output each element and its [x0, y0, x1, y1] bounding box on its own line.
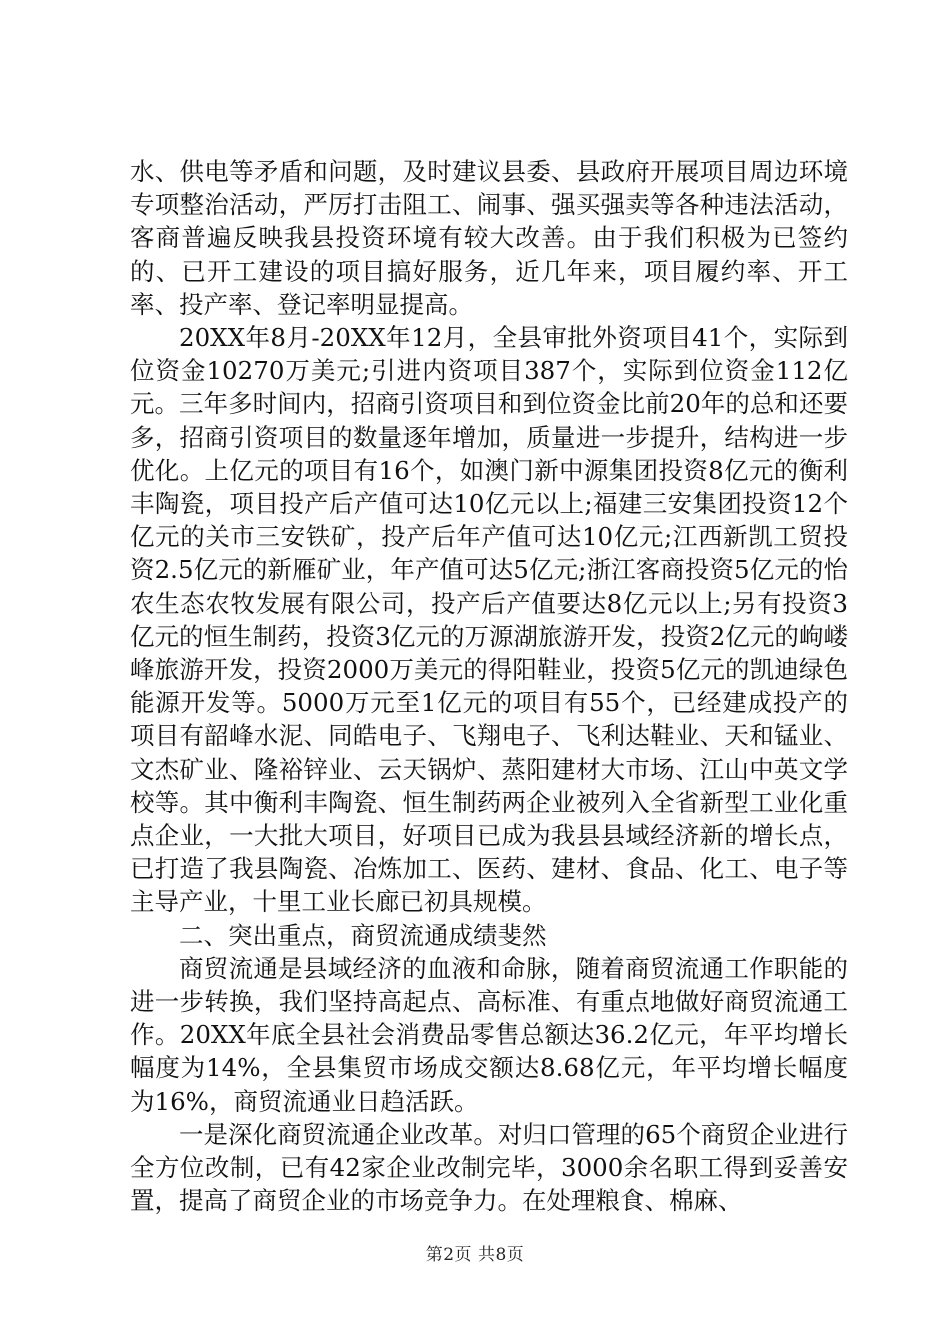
paragraph-enterprise-reform: 一是深化商贸流通企业改革。对归口管理的65个商贸企业进行全方位改制，已有42家企业改制完毕，3000余名职工得到妥善安置，提高了商贸企业的市场竞争力。在处理粮食、棉麻、 — [130, 1119, 848, 1216]
page-footer — [0, 1240, 950, 1265]
paragraph-investment-stats: 20XX年8月-20XX年12月，全县审批外资项目41个，实际到位资金10270万美元;引进内资项目387个，实际到位资金112亿元。三年多时间内，招商引资项目和到位资金比前20年的总和还要多，招商引资项目的数量逐年增加，质量进一步提升，结构进一步优化。上亿元的项目有16个，如澳门新中源集团投资8亿元的衡利丰陶瓷，项目投产后产值可达10亿元以上;福建三安集团投资12个亿元的关市三安铁矿，投产后年产值可达10亿元;江西新凯工贸投资2.5亿元的新雁矿业，年产值可达5亿元;浙江客商投资5亿元的怡农生态农牧发展有限公司，投产后产值要达8亿元以上;另有投资3亿元的恒生制药，投资3亿元的万源湖旅游开发，投资2亿元的岣嵝峰旅游开发，投资2000万美元的得阳鞋业，投资5亿元的凯迪绿色能源开发等。5000万元至1亿元的项目有55个，已经建成投产的项目有韶峰水泥、同皓电子、飞翔电子、飞利达鞋业、天和锰业、文杰矿业、隆裕锌业、云天锅炉、蒸阳建材大市场、江山中英文学校等。其中衡利丰陶瓷、恒生制药两企业被列入全省新型工业化重点企业，一大批大项目，好项目已成为我县县域经济新的增长点，已打造了我县陶瓷、冶炼加工、医药、建材、食品、化工、电子等主导产业，十里工业长廊已初具规模。 — [130, 323, 848, 917]
page-indicator: 第2页 共8页 — [425, 1245, 525, 1265]
paragraph-continuation: 水、供电等矛盾和问题，及时建议县委、县政府开展项目周边环境专项整治活动，严厉打击阻工、闹事、强买强卖等各种违法活动，客商普遍反映我县投资环境有较大改善。由于我们积极为已签约的、已开工建设的项目搞好服务，近几年来，项目履约率、开工率、投产率、登记率明显提高。 — [130, 157, 848, 319]
document-body — [130, 155, 848, 1218]
paragraph-commerce-overview: 商贸流通是县域经济的血液和命脉，随着商贸流通工作职能的进一步转换，我们坚持高起点、高标准、有重点地做好商贸流通工作。20XX年底全县社会消费品零售总额达36.2亿元，年平均增长幅度为14%，全县集贸市场成交额达8.68亿元，年平均增长幅度为16%，商贸流通业日趋活跃。 — [130, 953, 848, 1116]
section-heading: 二、突出重点，商贸流通成绩斐然 — [179, 920, 547, 950]
